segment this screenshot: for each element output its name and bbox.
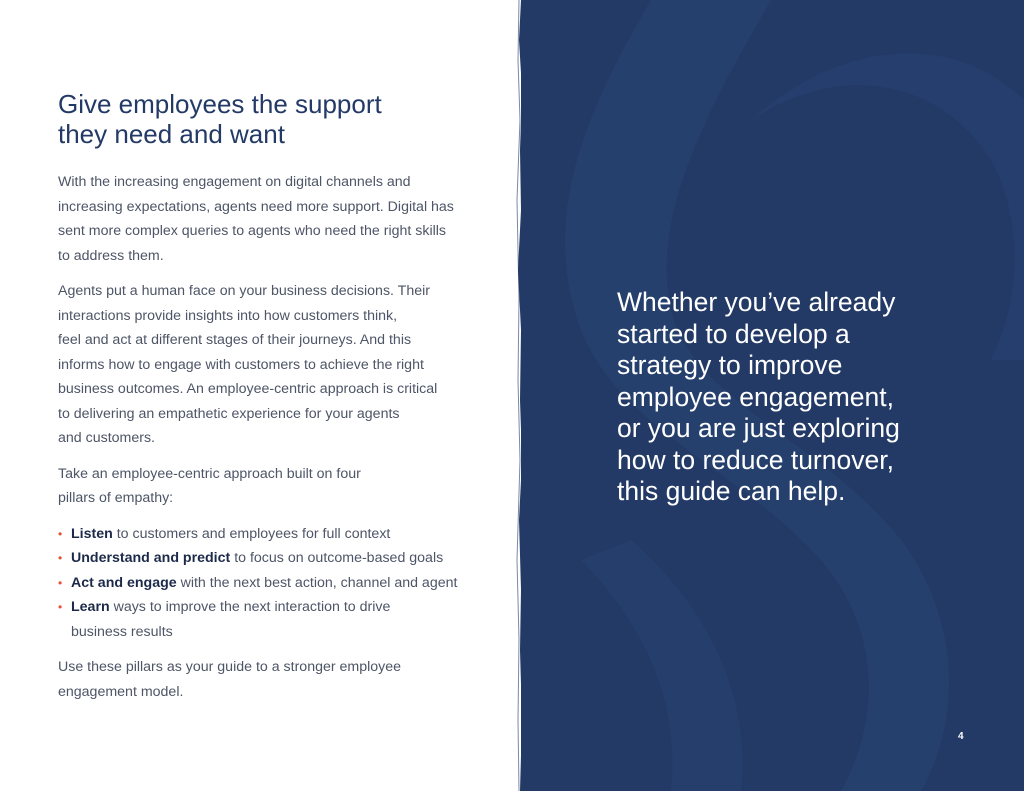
text-line: Agents put a human face on your business decisions. Their [58, 283, 430, 299]
text-line: informs how to engage with customers to achieve the right [58, 356, 424, 373]
bullet-icon: • [58, 575, 63, 590]
pillar-title: Act and engage [71, 574, 177, 591]
text-line: pillars of empathy: [58, 490, 174, 506]
list-item [58, 522, 498, 547]
quote-line: how to reduce turnover, [617, 444, 894, 475]
text-line: interactions provide insights into how customers think, [58, 307, 398, 324]
text-line: to delivering an empathetic experience for your agents [58, 405, 400, 422]
text-line: Take an employee-centric approach built on four [58, 465, 361, 482]
quote-line: or you are just exploring [617, 413, 900, 443]
pillar-text-continued: business results [71, 623, 173, 640]
closing-paragraph [58, 655, 498, 704]
quote-line: started to develop a [617, 318, 850, 349]
list-item [58, 571, 498, 596]
quote-line: Whether you’ve already [617, 287, 896, 317]
bullet-icon: • [58, 526, 63, 541]
pillar-title: Listen [71, 525, 113, 542]
body-text [58, 170, 498, 715]
pull-quote [617, 287, 947, 508]
pillars-list [58, 522, 498, 645]
text-line: feel and act at different stages of their journeys. And this [58, 332, 412, 348]
brush-edge-divider [515, 0, 525, 791]
approach-paragraph [58, 462, 498, 511]
bullet-icon: • [58, 600, 63, 614]
text-line: business outcomes. An employee-centric approach is critical [58, 381, 438, 397]
pillar-text: with the next best action, channel and agent [176, 574, 458, 591]
right-panel [521, 0, 1024, 791]
page-number: 4 [958, 731, 964, 742]
page-heading [58, 89, 478, 149]
intro-paragraph [58, 170, 498, 268]
text-line: Use these pillars as your guide to a stronger employee [58, 659, 402, 675]
text-line: sent more complex queries to agents who need the right skills [58, 223, 446, 239]
text-line: to address them. [58, 247, 164, 264]
text-line: With the increasing engagement on digital channels and [58, 174, 411, 190]
list-item [58, 546, 498, 571]
pillar-title: Understand and predict [71, 550, 231, 566]
pillar-text: ways to improve the next interaction to drive [109, 599, 391, 615]
heading-line: they need and want [58, 119, 285, 149]
heading-line: Give employees the support [58, 89, 382, 119]
pillar-text: to focus on outcome-based goals [230, 550, 444, 566]
list-item [58, 595, 498, 644]
quote-line: employee engagement, [617, 381, 894, 412]
agents-paragraph [58, 279, 498, 451]
pillar-title: Learn [71, 599, 110, 615]
text-line: increasing expectations, agents need more support. Digital has [58, 198, 454, 215]
quote-line: strategy to improve [617, 350, 843, 380]
pillar-text: to customers and employees for full context [112, 525, 391, 542]
text-line: engagement model. [58, 683, 184, 700]
quote-line: this guide can help. [617, 476, 846, 506]
text-line: and customers. [58, 430, 155, 446]
bullet-icon: • [58, 551, 63, 565]
